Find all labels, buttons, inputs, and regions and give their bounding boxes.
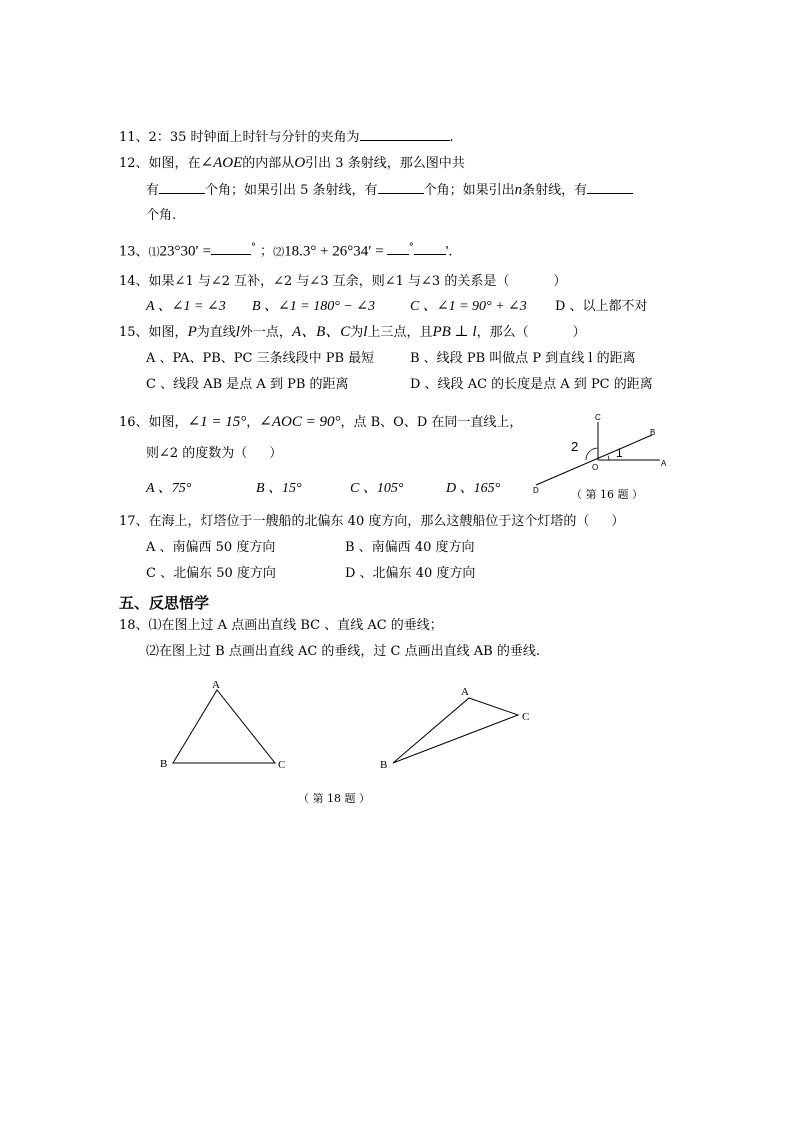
q12-text-5: 个角；如果引出 5 条射线，有 [205, 183, 378, 198]
q18-caption: （ 第 18 题 ） [298, 792, 370, 805]
q12-text-3: 引出 3 条射线，那么图中共 [305, 156, 465, 171]
q18-figure-1 [155, 672, 295, 782]
q16-option-b[interactable]: B 、15° [256, 481, 302, 496]
question-12-line-3 [146, 207, 176, 224]
q11-answer-blank[interactable] [360, 128, 450, 141]
q15-abc: A、B、C [291, 324, 351, 340]
q12-blank-3[interactable] [587, 181, 633, 194]
question-15 [119, 324, 586, 341]
question-16 [119, 414, 522, 431]
q16-label-b: B [650, 428, 656, 437]
question-18-line-1 [119, 617, 443, 634]
q15-number: 15、 [119, 325, 149, 340]
q12-text-1: 如图，在 [148, 156, 201, 171]
q13-part-2: ⑵ [273, 245, 285, 259]
q18-number: 18、 [119, 618, 149, 633]
q11-end: . [449, 130, 454, 145]
q16-arc-2 [586, 448, 598, 460]
q15-text-1: 如图， [148, 325, 188, 340]
q13-blank-1[interactable] [211, 242, 251, 255]
q12-text-8: 个角. [146, 208, 177, 223]
q17-number: 17、 [119, 514, 149, 529]
q12-point-o: O [294, 155, 306, 171]
q11-number: 11、 [119, 130, 149, 145]
q15-l: l [235, 324, 240, 340]
q18-fig1-label-a: A [212, 679, 220, 691]
q14-option-d[interactable]: D 、以上都不对 [555, 299, 648, 314]
q13-blank-3[interactable] [414, 242, 446, 255]
q13-blank-2[interactable] [387, 242, 409, 255]
q17-option-b[interactable]: B 、南偏西 40 度方向 [345, 540, 475, 555]
q16-arc-1 [608, 456, 609, 461]
q16-text-3: ，点 B、O、D 在同一直线上， [340, 415, 523, 430]
q16-caption: （ 第 16 题 ） [571, 488, 643, 501]
question-11 [119, 128, 454, 146]
q15-option-b[interactable]: B 、线段 PB 叫做点 P 到直线 l 的距离 [410, 351, 636, 366]
q11-text: 2：35 时钟面上时针与分针的夹角为 [148, 130, 360, 145]
q16-line-2 [146, 445, 282, 462]
q18-triangle-2 [393, 698, 518, 763]
q16-label-a: A [661, 459, 667, 468]
q17-option-a[interactable]: A 、南偏西 50 度方向 [146, 540, 276, 555]
q14-paren: ） [553, 274, 567, 289]
q15-option-c[interactable]: C 、线段 AB 是点 A 到 PB 的距离 [146, 377, 349, 392]
q16-option-c[interactable]: C 、105° [350, 481, 404, 496]
q12-n: n [514, 182, 523, 198]
q16-option-d[interactable]: D 、165° [446, 481, 501, 496]
q15-perp: PB ⊥ l [432, 324, 477, 340]
q18-figure-2 [375, 680, 540, 780]
q14-text: 如果∠1 与∠2 互补，∠2 与∠3 互余，则∠1 与∠3 的关系是（ [148, 274, 510, 289]
q12-blank-2[interactable] [378, 181, 424, 194]
q13-expr-2: 18.3° + 26°34′ = [284, 243, 384, 260]
q13-degree: ° [251, 242, 257, 253]
q12-blank-1[interactable] [159, 181, 205, 194]
q18-triangle-1 [173, 690, 275, 763]
q12-text-7: 条射线，有 [522, 183, 588, 198]
q15-p: P [187, 324, 197, 340]
question-12-line-2 [146, 181, 633, 199]
q12-text-2: 的内部从 [242, 156, 295, 171]
q12-text-4: 有 [146, 183, 160, 198]
q18-fig2-label-a: A [461, 686, 469, 698]
q17-text: 在海上，灯塔位于一艘船的北偏东 40 度方向，那么这艘船位于这个灯塔的（ [148, 514, 590, 529]
q13-expr-1: 23°30′ = [159, 243, 212, 260]
q16-label-c: C [595, 413, 601, 422]
q16-text-1: 如图， [148, 415, 188, 430]
q12-angle-aoe: ∠AOE [200, 155, 243, 171]
q13-separator: ； [260, 244, 274, 260]
q16-expr-2: ∠AOC = 90° [259, 414, 341, 430]
q16-label-o: O [592, 463, 599, 472]
q18-fig1-label-b: B [160, 758, 168, 770]
q17-option-d[interactable]: D 、北偏东 40 度方向 [345, 566, 476, 581]
q16-number: 16、 [119, 415, 149, 430]
q15-text-6: ，那么（ [476, 325, 529, 340]
q14-option-c[interactable]: C 、∠1 = 90° + ∠3 [410, 299, 527, 314]
q15-text-5: 上三点，且 [367, 325, 433, 340]
q15-option-d[interactable]: D 、线段 AC 的长度是点 A 到 PC 的距离 [410, 377, 653, 392]
q16-label-d: D [533, 486, 539, 495]
question-12-line-1 [119, 155, 465, 172]
question-18-line-2: ⑵在图上过 B 点画出直线 AC 的垂线，过 C 点画出直线 AB 的垂线. [146, 644, 540, 659]
q15-paren: ） [572, 325, 586, 340]
q16-paren: ） [269, 446, 283, 461]
q15-l-2: l [363, 324, 368, 340]
q12-text-6: 个角；如果引出 [423, 183, 515, 198]
q15-text-4: 为 [350, 325, 364, 340]
q16-option-a[interactable]: A 、75° [146, 481, 192, 496]
q14-number: 14、 [119, 274, 149, 289]
q13-part-1: ⑴ [148, 245, 160, 259]
q18-fig1-label-c: C [278, 759, 286, 771]
q15-option-a[interactable]: A 、PA、PB、PC 三条线段中 PB 最短 [146, 351, 375, 366]
q13-degree-2: ° [408, 242, 414, 253]
q16-expr-1: ∠1 = 15° [187, 414, 247, 430]
q18-fig2-label-c: C [522, 711, 530, 723]
q15-text-2: 为直线 [196, 325, 236, 340]
q14-option-b[interactable]: B 、∠1 = 180° − ∠3 [252, 299, 376, 314]
q13-minute: '. [445, 243, 453, 260]
q13-number: 13、 [119, 244, 149, 260]
q17-option-c[interactable]: C 、北偏东 50 度方向 [146, 566, 276, 581]
q16-text-4: 则∠2 的度数为（ [146, 446, 248, 461]
q16-label-2: 2 [571, 439, 579, 454]
section-heading: 五、反思悟学 [119, 594, 210, 612]
q14-option-a[interactable]: A 、∠1 = ∠3 [146, 299, 226, 314]
q18-fig2-label-b: B [380, 759, 388, 771]
question-17 [119, 513, 624, 530]
question-14 [119, 273, 566, 290]
q15-text-3: 外一点， [239, 325, 292, 340]
question-13 [119, 239, 452, 260]
q16-text-2: ， [246, 415, 260, 430]
q18-text-1: ⑴在图上过 A 点画出直线 BC 、直线 AC 的垂线； [148, 618, 443, 633]
q12-number: 12、 [119, 156, 149, 171]
q16-label-1: 1 [616, 446, 623, 460]
q17-paren: ） [611, 514, 625, 529]
